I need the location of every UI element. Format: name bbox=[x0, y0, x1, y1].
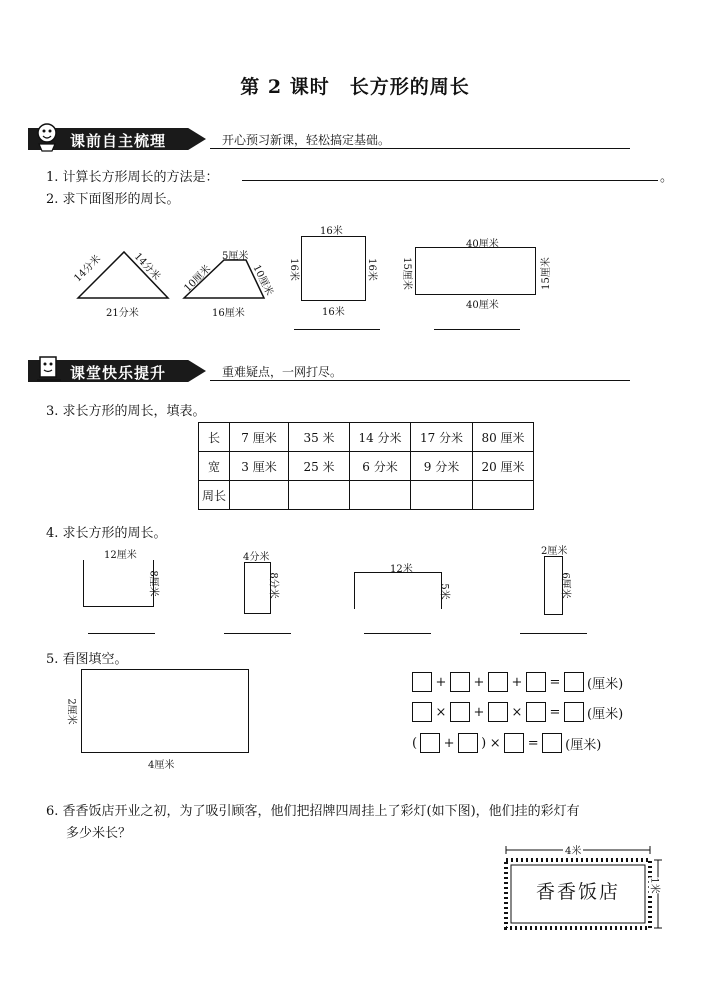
figure-1-side-label: 8厘米 bbox=[147, 570, 159, 597]
section-banner-label: 课堂快乐提升 bbox=[70, 364, 167, 382]
question-5-text: 5. 看图填空。 bbox=[46, 652, 128, 667]
equation-2: × + × = (厘米) bbox=[412, 702, 623, 722]
table-cell: 20 厘米 bbox=[473, 452, 534, 481]
answer-box[interactable] bbox=[526, 702, 546, 722]
unit-label: (厘米) bbox=[587, 706, 624, 722]
perimeter-table bbox=[198, 422, 534, 510]
question-1-end: 。 bbox=[660, 170, 674, 185]
figure-3-rect bbox=[354, 572, 442, 609]
section-rule bbox=[210, 148, 630, 149]
trapezoid-top-label: 5厘米 bbox=[222, 251, 249, 262]
answer-box[interactable] bbox=[488, 672, 508, 692]
signboard-text: 香香饭店 bbox=[535, 881, 620, 903]
answer-box[interactable] bbox=[420, 733, 440, 753]
table-row bbox=[199, 423, 534, 452]
answer-line-square[interactable] bbox=[294, 329, 380, 330]
question-2-text: 2. 求下面图形的周长。 bbox=[46, 192, 180, 207]
question-1 bbox=[46, 166, 219, 185]
square-bottom-label: 16米 bbox=[322, 307, 345, 318]
section-subtitle: 重难疑点，一网打尽。 bbox=[222, 365, 343, 379]
figure-4-side-label: 6厘米 bbox=[559, 572, 571, 599]
figure-3-side-label: 5米 bbox=[438, 583, 450, 600]
section-rule bbox=[210, 380, 630, 381]
section-header-class bbox=[0, 360, 710, 382]
table-cell: 3 厘米 bbox=[230, 452, 289, 481]
section-subtitle: 开心预习新课，轻松搞定基础。 bbox=[222, 133, 391, 147]
figure-3-top-label: 12米 bbox=[390, 564, 413, 575]
table-cell: 35 米 bbox=[289, 423, 350, 452]
table-cell: 宽 bbox=[199, 452, 230, 481]
signboard-height-label: 1米 bbox=[649, 877, 664, 893]
rect-left-label: 15厘米 bbox=[400, 257, 412, 290]
square-left-label: 16米 bbox=[287, 258, 299, 281]
q5-rectangle bbox=[81, 669, 249, 753]
figure-4-top-label: 2厘米 bbox=[541, 546, 568, 557]
triangle-base-label: 21分米 bbox=[106, 308, 139, 319]
table-cell: 6 分米 bbox=[350, 452, 411, 481]
answer-line-rect[interactable] bbox=[434, 329, 520, 330]
square-right-label: 16米 bbox=[365, 258, 377, 281]
triangle-right-label: 14分米 bbox=[131, 251, 163, 283]
answer-cell[interactable] bbox=[411, 481, 473, 510]
unit-label: (厘米) bbox=[587, 676, 624, 692]
table-cell: 14 分米 bbox=[350, 423, 411, 452]
answer-box[interactable] bbox=[504, 733, 524, 753]
question-3-text: 3. 求长方形的周长，填表。 bbox=[46, 404, 206, 419]
table-cell: 25 米 bbox=[289, 452, 350, 481]
rect-right-label: 15厘米 bbox=[540, 257, 552, 290]
answer-box[interactable] bbox=[488, 702, 508, 722]
answer-box[interactable] bbox=[412, 672, 432, 692]
section-banner-label: 课前自主梳理 bbox=[70, 132, 167, 150]
figure-1-rect bbox=[83, 560, 154, 607]
triangle-left-label: 14分米 bbox=[72, 253, 104, 285]
question-4-text: 4. 求长方形的周长。 bbox=[46, 526, 167, 541]
question-1-text: 1. 计算长方形周长的方法是： bbox=[46, 170, 219, 185]
table-cell: 9 分米 bbox=[411, 452, 473, 481]
mascot-icon bbox=[34, 354, 68, 384]
answer-line-q1[interactable] bbox=[242, 180, 658, 181]
table-cell: 17 分米 bbox=[411, 423, 473, 452]
trapezoid-left-label: 10厘米 bbox=[182, 263, 214, 295]
rectangle-figure bbox=[415, 247, 536, 295]
answer-line-q4-4[interactable] bbox=[520, 633, 587, 634]
equation-3: ( + ) × = (厘米) bbox=[412, 733, 601, 753]
unit-label: (厘米) bbox=[565, 737, 602, 753]
answer-box[interactable] bbox=[526, 672, 546, 692]
answer-box[interactable] bbox=[542, 733, 562, 753]
trapezoid-right-label: 10厘米 bbox=[250, 263, 275, 298]
answer-line-q4-2[interactable] bbox=[224, 633, 291, 634]
answer-cell[interactable] bbox=[289, 481, 350, 510]
question-6-line-2: 多少米长？ bbox=[66, 826, 132, 841]
rect-top-label: 40厘米 bbox=[466, 239, 499, 250]
trapezoid-base-label: 16厘米 bbox=[212, 308, 245, 319]
square-figure bbox=[301, 236, 366, 301]
answer-box[interactable] bbox=[564, 672, 584, 692]
table-cell: 周长 bbox=[199, 481, 230, 510]
answer-cell[interactable] bbox=[350, 481, 411, 510]
section-header-preview bbox=[0, 128, 710, 150]
mascot-icon bbox=[34, 122, 68, 152]
page-title: 第 2 课时 长方形的周长 bbox=[240, 76, 470, 98]
question-6-line-1: 6. 香香饭店开业之初，为了吸引顾客，他们把招牌四周挂上了彩灯(如下图)，他们挂的彩灯有 bbox=[46, 804, 580, 819]
answer-box[interactable] bbox=[564, 702, 584, 722]
answer-box[interactable] bbox=[412, 702, 432, 722]
q5-left-label: 2厘米 bbox=[65, 698, 77, 725]
answer-cell[interactable] bbox=[473, 481, 534, 510]
rect-bottom-label: 40厘米 bbox=[466, 300, 499, 311]
answer-box[interactable] bbox=[450, 672, 470, 692]
table-row bbox=[199, 452, 534, 481]
answer-cell[interactable] bbox=[230, 481, 289, 510]
answer-line-q4-1[interactable] bbox=[88, 633, 155, 634]
figure-2-side-label: 8分米 bbox=[267, 572, 279, 599]
table-cell: 长 bbox=[199, 423, 230, 452]
equation-1: + + + = (厘米) bbox=[412, 672, 623, 692]
signboard-width-label: 4米 bbox=[563, 842, 583, 857]
q5-bottom-label: 4厘米 bbox=[148, 760, 175, 771]
table-cell: 7 厘米 bbox=[230, 423, 289, 452]
figure-2-top-label: 4分米 bbox=[243, 552, 270, 563]
table-cell: 80 厘米 bbox=[473, 423, 534, 452]
answer-box[interactable] bbox=[450, 702, 470, 722]
table-row bbox=[199, 481, 534, 510]
square-top-label: 16米 bbox=[320, 226, 343, 237]
answer-box[interactable] bbox=[458, 733, 478, 753]
answer-line-q4-3[interactable] bbox=[364, 633, 431, 634]
figure-1-top-label: 12厘米 bbox=[104, 550, 137, 561]
